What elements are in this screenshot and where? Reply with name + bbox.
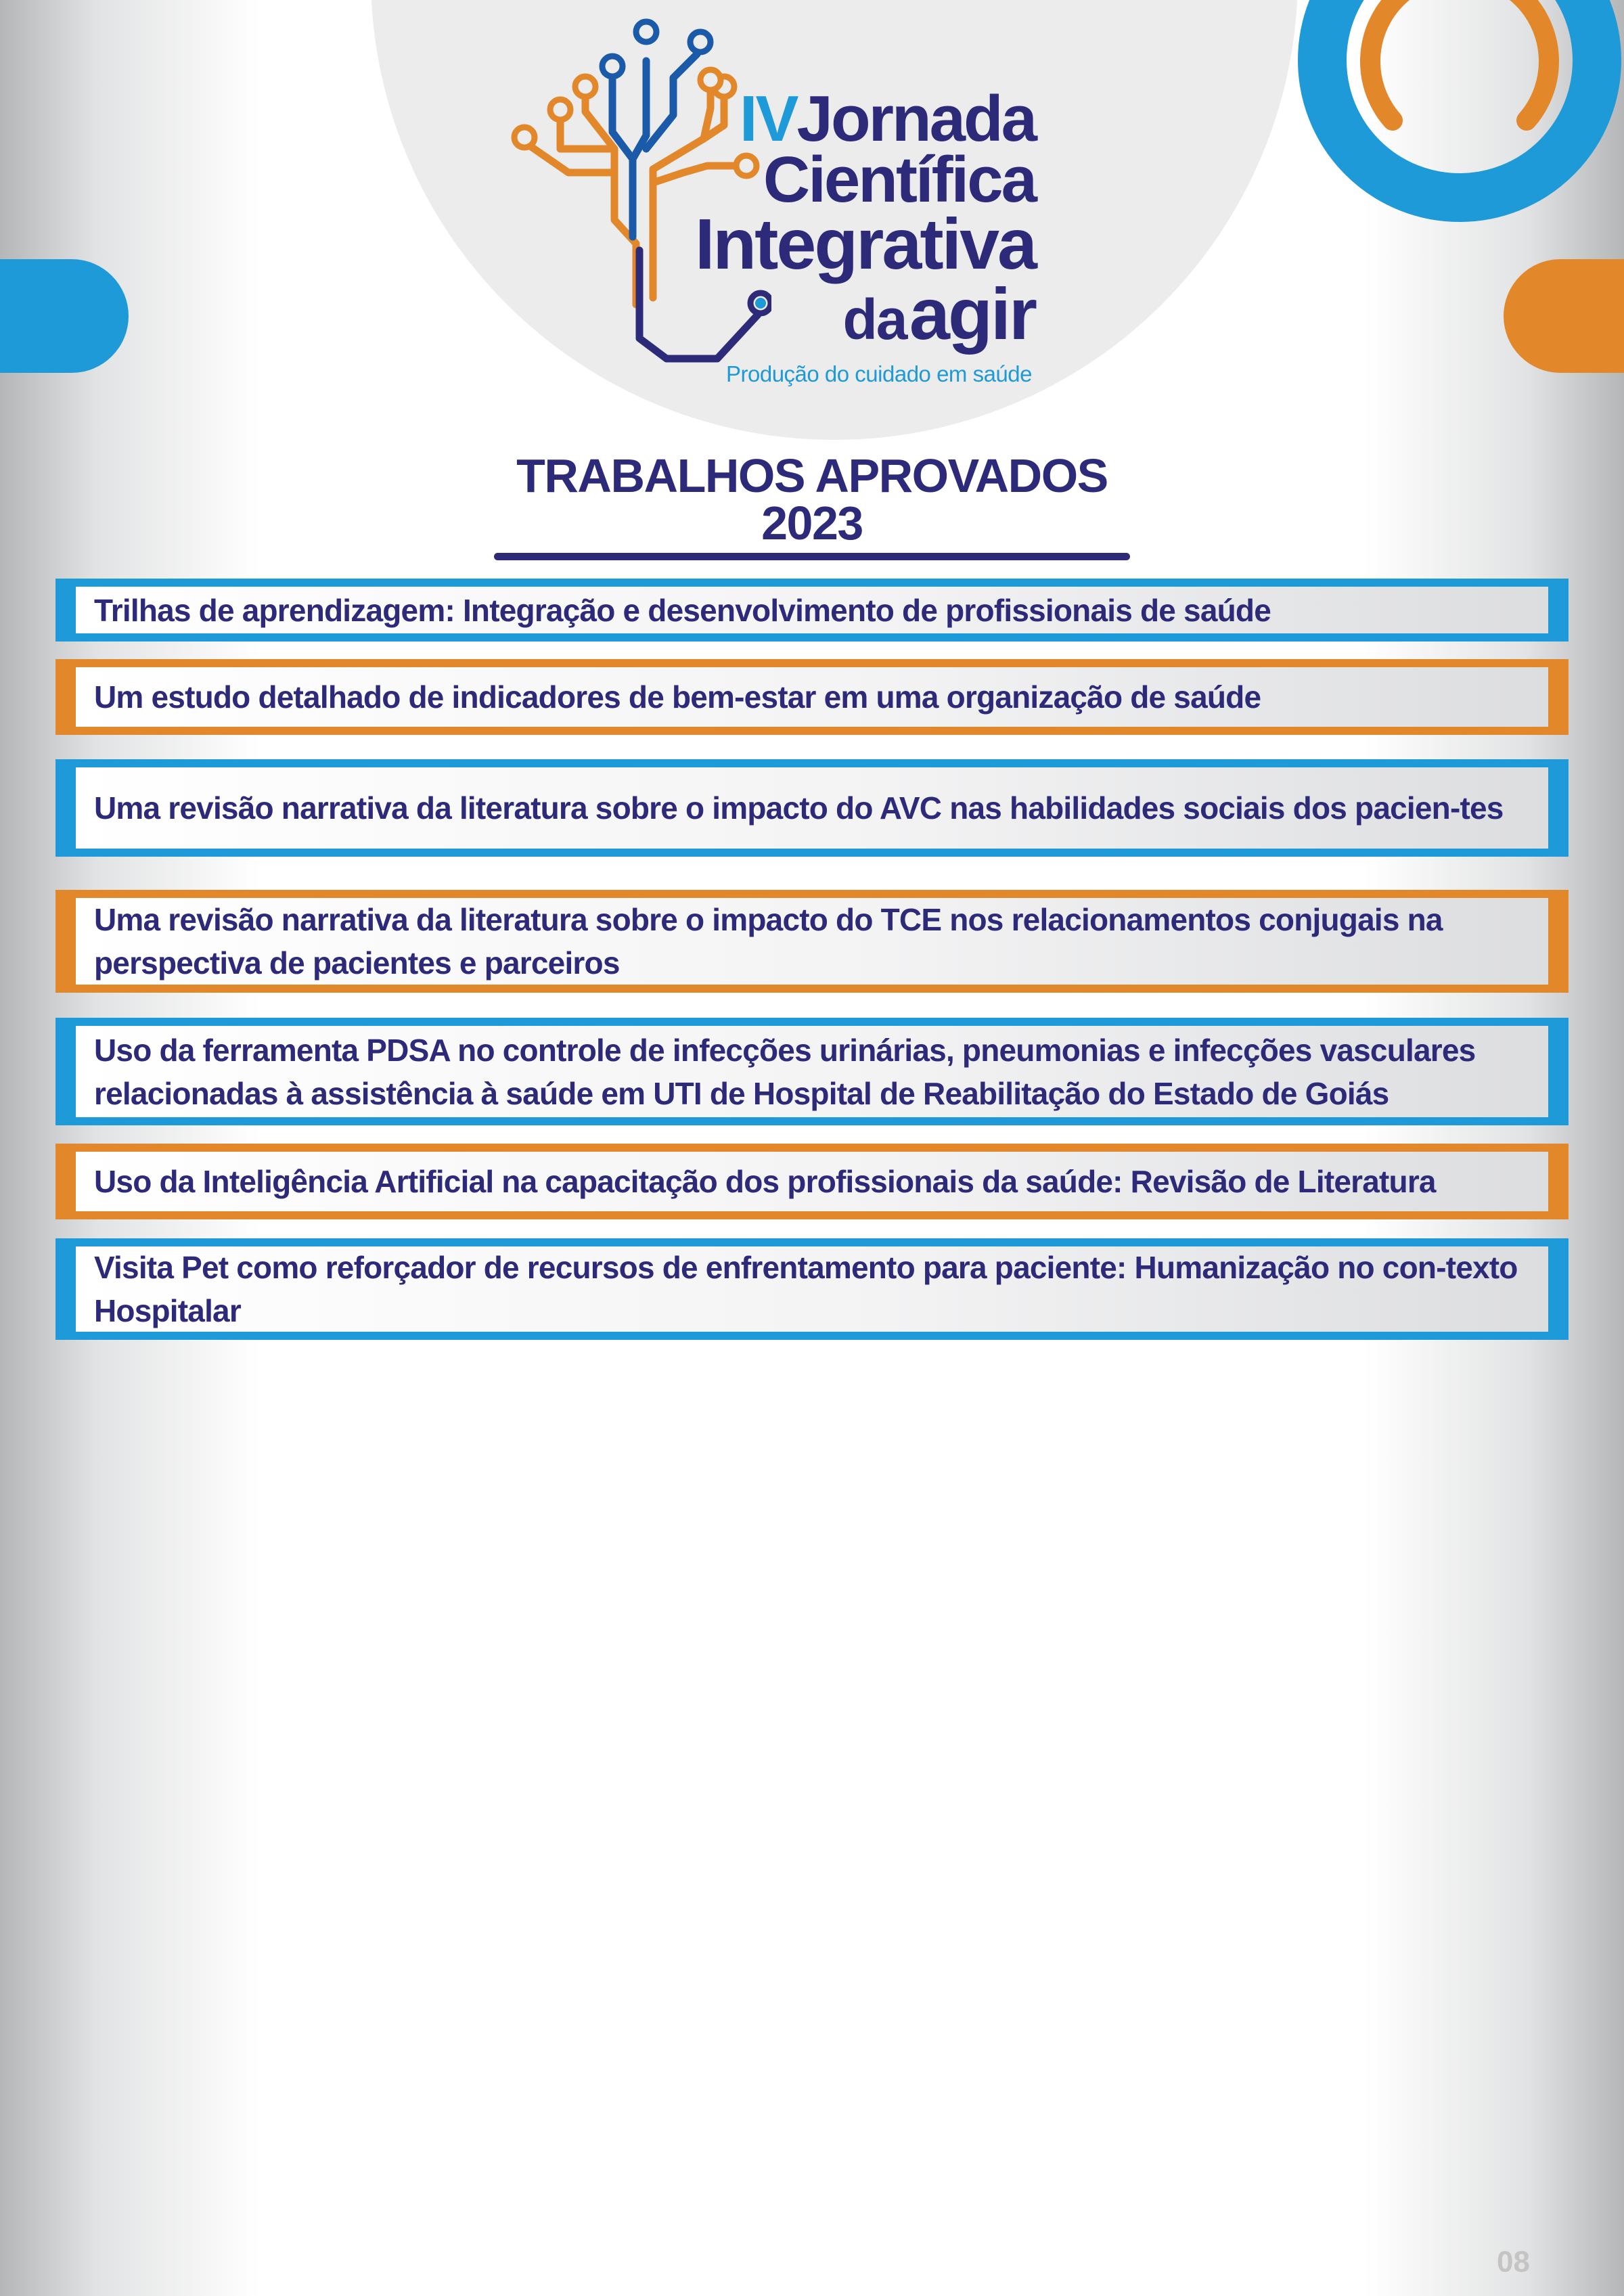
work-title: Uma revisão narrativa da literatura sobre o impacto do AVC nas habilidades sociais dos pacien-tes	[94, 790, 1504, 826]
logo-line-integrativa: Integrativa	[694, 204, 1035, 284]
section-year: 2023	[761, 497, 863, 549]
work-item	[55, 1144, 1569, 1219]
logo-word-jornada: Jornada	[796, 83, 1035, 155]
section-title-text: TRABALHOS APROVADOS	[516, 449, 1108, 502]
logo-word-da: da	[842, 288, 907, 351]
left-pill-decoration	[0, 259, 129, 373]
section-title	[0, 449, 1624, 549]
page-number: 08	[1497, 2245, 1530, 2278]
ring-decoration	[1298, 0, 1621, 222]
work-item	[55, 890, 1569, 993]
logo-brand-agir: agir	[909, 273, 1035, 355]
work-title: Trilhas de aprendizagem: Integração e desenvolvimento de profissionais de saúde	[94, 592, 1271, 628]
logo-line-cientifica: Científica	[763, 143, 1035, 216]
event-logo-text	[694, 83, 1035, 355]
logo-roman-numeral: IV	[739, 83, 797, 155]
logo-line-jornada	[695, 83, 1035, 155]
work-title: Um estudo detalhado de indicadores de bem-estar em uma organização de saúde	[94, 679, 1261, 715]
work-item	[55, 579, 1569, 641]
title-underline	[494, 553, 1130, 560]
work-title: Uso da ferramenta PDSA no controle de infecções urinárias, pneumonias e infecções vasculares relacionadas à assistência à saúde em UTI de Hospital de Reabilitação do Estado de Goiás	[94, 1032, 1476, 1111]
work-title: Visita Pet como reforçador de recursos de enfrentamento para paciente: Humanização no con-texto Hospitalar	[94, 1250, 1518, 1328]
right-pill-decoration	[1504, 259, 1624, 373]
work-item	[55, 1018, 1569, 1125]
logo-line-da-agir	[695, 273, 1035, 355]
work-title: Uso da Inteligência Artificial na capacitação dos profissionais da saúde: Revisão de Literatura	[94, 1164, 1436, 1199]
work-item	[55, 659, 1569, 735]
work-item	[55, 759, 1569, 857]
logo-tagline: Produção do cuidado em saúde	[726, 361, 1032, 386]
work-item	[55, 1238, 1569, 1340]
work-title: Uma revisão narrativa da literatura sobre o impacto do TCE nos relacionamentos conjugais na perspectiva de pacientes e parceiros	[94, 902, 1443, 981]
